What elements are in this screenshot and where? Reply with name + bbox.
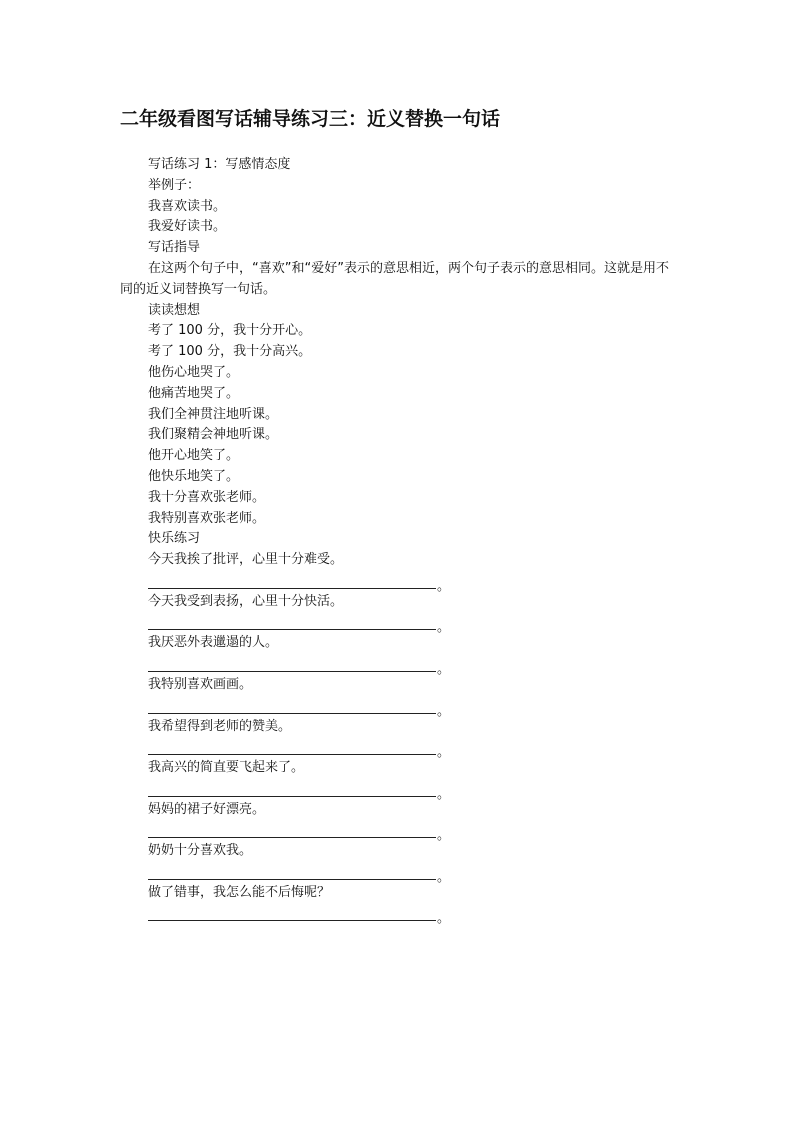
answer-blank[interactable] [148, 712, 436, 714]
answer-period: 。 [437, 911, 451, 927]
answer-period: 。 [437, 786, 451, 802]
answer-line[interactable] [120, 821, 680, 842]
practice-prompt: 我特别喜欢画画。 [148, 676, 253, 692]
example-sentence: 我喜欢读书。 [148, 198, 227, 214]
answer-period: 。 [437, 869, 451, 885]
read-item: 他痛苦地哭了。 [148, 385, 240, 401]
read-item: 考了 100 分，我十分高兴。 [148, 344, 312, 360]
answer-period: 。 [437, 828, 451, 844]
answer-period: 。 [437, 578, 451, 594]
document-body [120, 155, 680, 927]
read-item: 我十分喜欢张老师。 [148, 489, 266, 505]
practice-prompt: 今天我受到表扬，心里十分快活。 [148, 593, 344, 609]
practice-prompt: 今天我挨了批评，心里十分难受。 [148, 552, 344, 568]
answer-blank[interactable] [148, 878, 436, 880]
answer-line[interactable] [120, 654, 680, 675]
answer-blank[interactable] [148, 628, 436, 630]
practice-prompt: 做了错事，我怎么能不后悔呢？ [148, 884, 331, 900]
practice-label: 快乐练习 [148, 531, 201, 547]
answer-period: 。 [437, 703, 451, 719]
practice-prompt: 我高兴的简直要飞起来了。 [148, 760, 305, 776]
read-label: 读读想想 [148, 302, 201, 318]
answer-blank[interactable] [148, 753, 436, 755]
answer-line[interactable] [120, 571, 680, 592]
answer-line[interactable] [120, 696, 680, 717]
practice-prompt: 奶奶十分喜欢我。 [148, 843, 253, 859]
answer-blank[interactable] [148, 795, 436, 797]
example-label: 举例子： [148, 177, 201, 193]
read-item: 我们聚精会神地听课。 [148, 427, 279, 443]
example-sentence: 我爱好读书。 [148, 219, 227, 235]
answer-blank[interactable] [148, 670, 436, 672]
answer-line[interactable] [120, 737, 680, 761]
read-item: 考了 100 分，我十分开心。 [148, 323, 312, 339]
answer-line[interactable] [120, 904, 680, 925]
answer-period: 。 [437, 661, 451, 677]
read-item: 他快乐地笑了。 [148, 468, 240, 484]
answer-period: 。 [437, 620, 451, 636]
answer-blank[interactable] [148, 836, 436, 838]
practice-prompt: 妈妈的裙子好漂亮。 [148, 801, 266, 817]
section-heading: 写话练习 1：写感情态度 [148, 157, 291, 172]
read-item: 我特别喜欢张老师。 [148, 510, 266, 526]
answer-line[interactable] [120, 779, 680, 800]
answer-line[interactable] [120, 862, 680, 883]
answer-line[interactable] [120, 613, 680, 634]
answer-blank[interactable] [148, 587, 436, 589]
guide-paragraph: 在这两个句子中，“喜欢”和“爱好”表示的意思相近，两个句子表示的意思相同。这就是用不同的近义词替换写一句话。 [120, 260, 669, 297]
read-item: 他开心地笑了。 [148, 448, 240, 464]
guide-label: 写话指导 [148, 240, 201, 256]
practice-prompt: 我厌恶外表邋遢的人。 [148, 635, 279, 651]
practice-prompt: 我希望得到老师的赞美。 [148, 718, 292, 734]
answer-period: 。 [437, 745, 451, 761]
read-item: 我们全神贯注地听课。 [148, 406, 279, 422]
answer-blank[interactable] [148, 919, 436, 921]
document-title: 二年级看图写话辅导练习三：近义替换一句话 [120, 108, 501, 130]
read-item: 他伤心地哭了。 [148, 364, 240, 380]
